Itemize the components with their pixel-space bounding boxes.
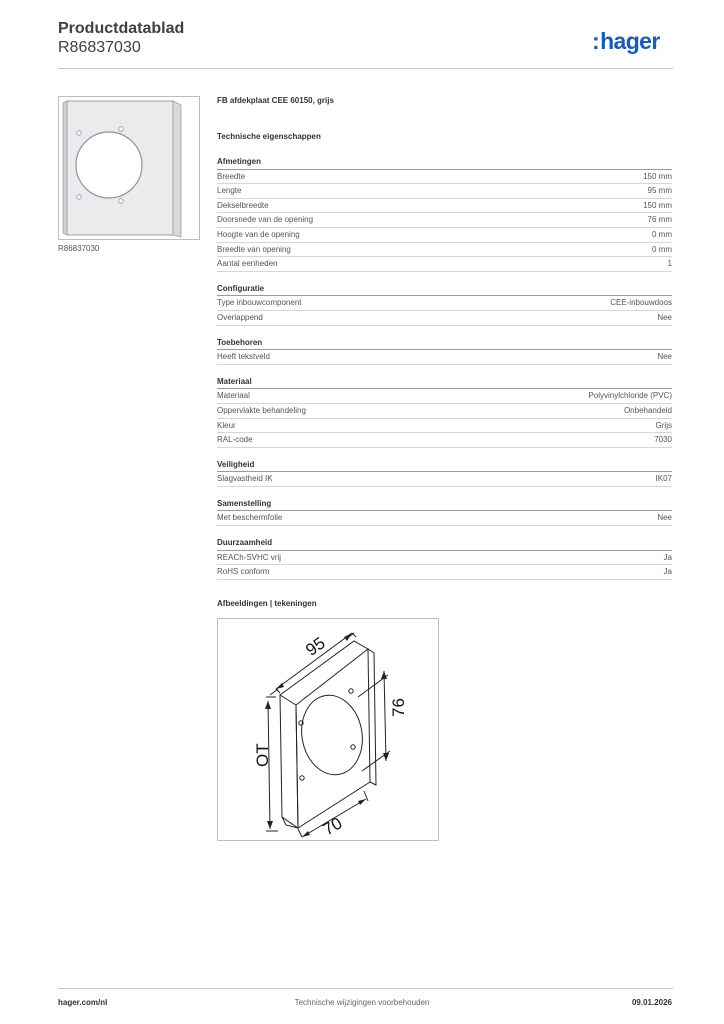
spec-value: 95 mm	[647, 186, 672, 196]
spec-value: 0 mm	[652, 244, 672, 254]
spec-value: 76 mm	[647, 215, 672, 225]
spec-row	[217, 565, 672, 580]
logo-text: hager	[600, 28, 660, 54]
spec-row	[217, 511, 672, 526]
spec-row	[217, 170, 672, 185]
spec-row	[217, 243, 672, 258]
spec-sections	[217, 155, 672, 580]
spec-value: Grijs	[655, 420, 672, 430]
spec-value: 1	[667, 259, 672, 269]
spec-value: Nee	[657, 513, 672, 523]
spec-label: Hoogte van de opening	[217, 229, 300, 239]
spec-row	[217, 228, 672, 243]
spec-row	[217, 389, 672, 404]
product-number: R86837030	[58, 39, 141, 56]
spec-row	[217, 350, 672, 365]
spec-value: Nee	[657, 352, 672, 362]
spec-label: Dekselbreedte	[217, 200, 269, 210]
spec-label: Overlappend	[217, 312, 263, 322]
spec-row	[217, 472, 672, 487]
spec-value: Ja	[663, 552, 672, 562]
footer-divider	[58, 988, 673, 989]
footer-disclaimer: Technische wijzigingen voorbehouden	[294, 998, 430, 1007]
section-title: Materiaal	[217, 375, 672, 390]
spec-section	[217, 497, 672, 526]
technical-drawing	[217, 618, 439, 841]
spec-value: IK07	[655, 474, 672, 484]
spec-label: REACh-SVHC vrij	[217, 552, 282, 562]
spec-value: Nee	[657, 312, 672, 322]
hager-logo: :hager	[592, 28, 660, 54]
spec-row	[217, 419, 672, 434]
spec-value: 0 mm	[652, 229, 672, 239]
cover-plate-illustration	[59, 97, 199, 239]
header-divider	[58, 68, 673, 69]
product-image	[58, 96, 200, 240]
section-title: Toebehoren	[217, 336, 672, 351]
spec-value: 150 mm	[643, 200, 672, 210]
spec-value: 7030	[654, 435, 672, 445]
spec-value: CEE-inbouwdoos	[610, 298, 672, 308]
spec-label: RAL-code	[217, 435, 253, 445]
spec-label: Aantal eenheden	[217, 259, 278, 269]
dimension-label-76: 76	[389, 698, 408, 717]
spec-label: Doorsnede van de opening	[217, 215, 314, 225]
spec-label: Breedte	[217, 171, 246, 181]
spec-label: Materiaal	[217, 391, 250, 401]
spec-label: Kleur	[217, 420, 236, 430]
spec-label: Heeft tekstveld	[217, 352, 270, 362]
spec-label: Slagvastheid IK	[217, 474, 273, 484]
spec-row	[217, 296, 672, 311]
spec-row	[217, 311, 672, 326]
spec-value: Polyvinylchloride (PVC)	[588, 391, 672, 401]
spec-label: Oppervlakte behandeling	[217, 405, 306, 415]
spec-label: Breedte van opening	[217, 244, 291, 254]
spec-label: Type inbouwcomponent	[217, 298, 302, 308]
dimension-label-95: 95	[302, 633, 329, 660]
section-title: Duurzaamheid	[217, 536, 672, 551]
spec-section	[217, 536, 672, 580]
spec-section	[217, 282, 672, 326]
section-title: Veiligheid	[217, 458, 672, 473]
dimension-drawing	[218, 619, 438, 840]
section-title: Configuratie	[217, 282, 672, 297]
spec-row	[217, 213, 672, 228]
spec-value: Ja	[663, 567, 672, 577]
section-title: Afmetingen	[217, 155, 672, 170]
product-name: FB afdekplaat CEE 60150, grijs	[217, 96, 334, 105]
images-heading: Afbeeldingen | tekeningen	[217, 599, 317, 608]
spec-section	[217, 375, 672, 448]
spec-label: RoHS conform	[217, 567, 270, 577]
spec-section	[217, 155, 672, 272]
spec-label: Met beschermfolie	[217, 513, 283, 523]
spec-section	[217, 458, 672, 487]
spec-row	[217, 199, 672, 214]
spec-row	[217, 257, 672, 272]
spec-value: 150 mm	[643, 171, 672, 181]
dimension-label-70: 70	[319, 813, 346, 840]
footer-website[interactable]: hager.com/nl	[58, 998, 108, 1007]
footer-date: 09.01.2026	[631, 998, 672, 1007]
spec-row	[217, 404, 672, 419]
dimension-label-ot: OT	[253, 743, 272, 767]
spec-row	[217, 433, 672, 448]
technical-properties-heading: Technische eigenschappen	[217, 132, 321, 141]
spec-value: Onbehandeld	[623, 405, 672, 415]
specifications	[217, 95, 672, 580]
spec-row	[217, 551, 672, 566]
spec-section	[217, 336, 672, 365]
image-caption: R86837030	[58, 244, 100, 253]
spec-row	[217, 184, 672, 199]
section-title: Samenstelling	[217, 497, 672, 512]
spec-label: Lengte	[217, 186, 242, 196]
document-title: Productdatablad	[58, 20, 185, 37]
